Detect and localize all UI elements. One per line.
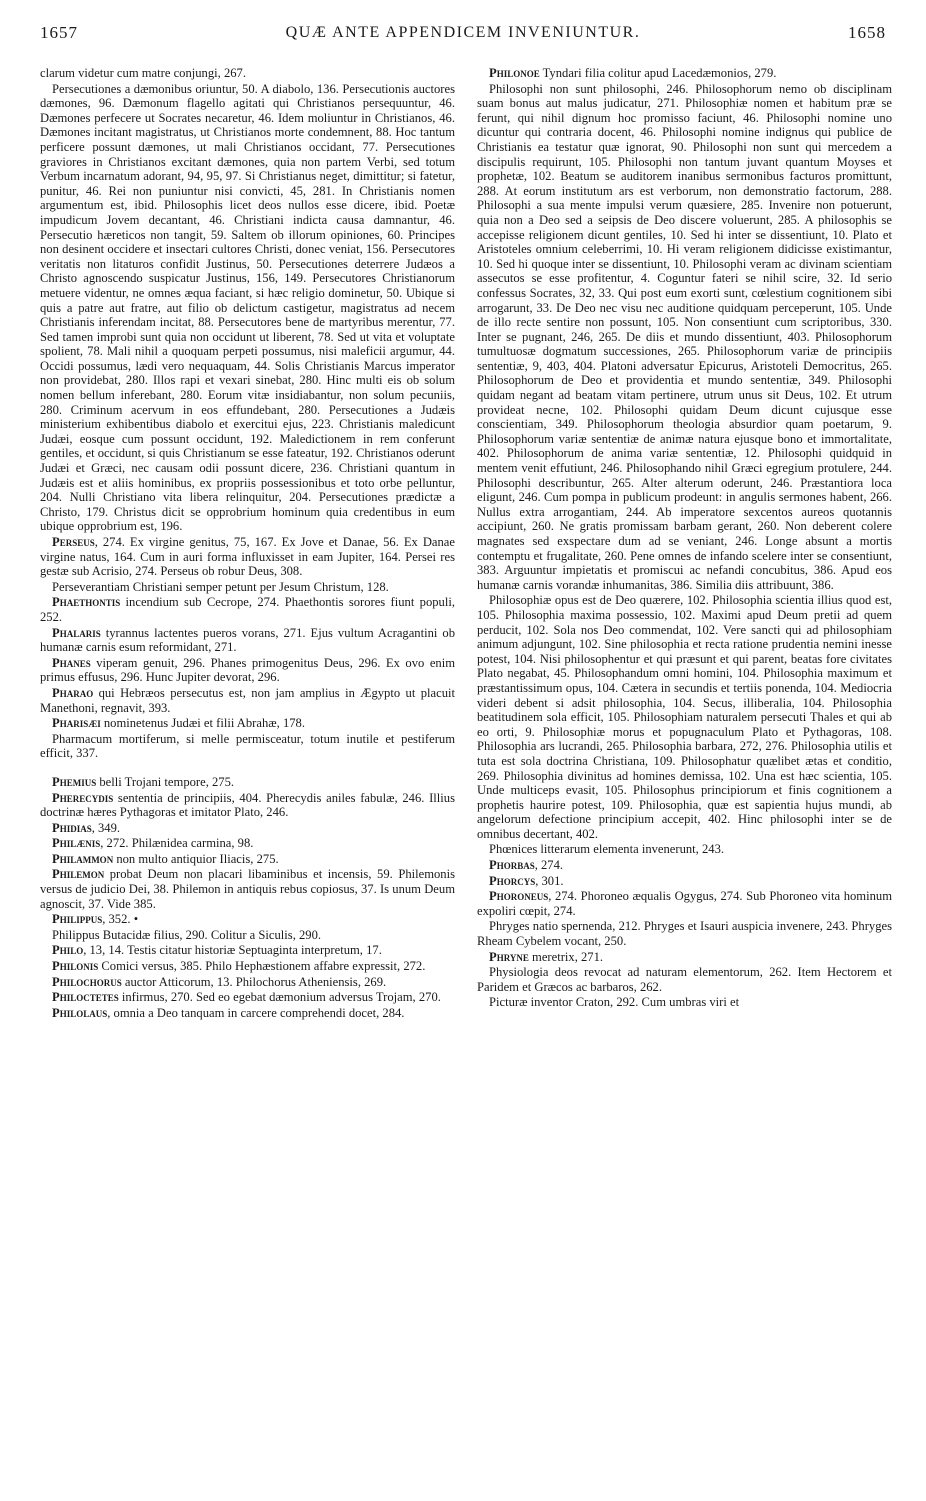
index-entry [40,580,455,595]
running-title: QUÆ ANTE APPENDICEM INVENIUNTUR. [285,24,641,41]
entry-text: probat Deum non placari libaminibus et incensis, 59. Philemonis versus de judicio Dei, 38. Philemon in antiquis rebus copiosus, 37. Is unum Deum agnoscit, 37. Vide 385. [40,867,455,911]
index-entry [40,535,455,579]
index-entry [40,82,455,534]
index-entry [40,836,455,851]
entry-headword: Pherecydis [52,790,114,805]
entry-text: , 274. [534,858,564,873]
index-entry [40,732,455,761]
entry-text: meretrix, 271. [528,949,604,964]
entry-text: infirmus, 270. Sed eo egebat dæmonium adversus Trojam, 270. [118,990,441,1005]
index-entry [477,66,892,81]
entry-headword: Perseus [52,535,95,549]
index-entry [477,874,892,889]
index-columns [40,66,892,1493]
entry-headword: Philochorus [52,974,122,989]
entry-text: Philosophi non sunt philosophi, 246. Philosophorum nemo ob disciplinam suam bonus aut malus judicatur, 271. Philosophiæ nomen et habitum præ se ferunt, qui nihil dignum hoc promisso faciunt, 46. Philosophi nomine uno dicuntur qui contraria docent, 46. Philosophi nomine indignus qui publice de Christianis ea testatur quæ ignorat, 90. Philosophi non sunt qui mercedem a discipulis requirunt, 105. Philosophi non tantum juvant quantum Moyses et prophetæ, 102. Beatum se auditorem inanibus sermonibus facturos promittunt, 288. At eorum institutum ars est verborum, non demonstratio factorum, 288. Philosophi a sua mente impulsi verum quæsiere, 285. Invenire non potuerunt, quia non a Deo sed a seipsis de Deo discere voluerunt, 285. A philosophis se accepisse religionem dicunt gentiles, 10. Sed hi inter se dissentiunt, 10. Plato et Aristoteles omnium celeberrimi, 10. Hi veram religionem didicisse existimantur, 10. Sed hi quoque inter se dissentiunt, 10. Philosophi veram ac divinam scientiam assecutos se esse profitentur, 4. Coguntur fateri se nihil scire, 32. Id serio confessus Socrates, 32, 33. Qui post eum exorti sunt, cœlestium cognitionem sibi arrogarunt, 33. De Deo nec visu nec auditione quidquam perceperunt, 105. Unde de illo recte sentire non possunt, 105. Non consentiunt cum scriptoribus, 330. Inter se pugnant, 246, 265. De diis et mundo dissentiunt, 403. Philosophorum tumultuosæ dogmatum successiones, 265. Philosophorum variæ de principiis sententiæ, 9, 403, 404. Platoni adversatur Epicurus, Aristoteli Democritus, 265. Philosophorum de Deo et providentia et mundo sententiæ, 349. Philosophi quidam negant ad beatam vitam pertinere, utrum unus sit Deus, 102. Et utrum provideat necne, 102. Philosophi quidam Deum dicunt cujusque esse conscientiam, 349. Philosophorum theologia absurdior quam poetarum, 9. Philosophorum variæ sententiæ de animæ natura ejusque bono et immortalitate, 402. Philosophorum de anima variæ sententiæ, 12. Philosophi quidquid in mentem venit effutiunt, 246. Philosophando nihil Græci egregium protulere, 244. Philosophi describuntur, 265. Alter alterum oderunt, 246. Præstantiora loca eligunt, 246. Cum pompa in publicum prodeunt: in angulis sermones habent, 266. Nullus extra arrogantiam, 244. Ab imperatore sexcentos aureos quotannis accipiunt, 260. Ne gratis promissam barbam gerant, 260. Non deberent colere magnates sed exspectare dum ad se veniant, 246. Longe absunt a mortis contemptu et frugalitate, 260. Pene omnes de infando scelere inter se consentiunt, 383. Arguuntur impietatis et promiscui ac nefandi concubitus, 386. Apud eos humanæ carnis vorandæ inhumanitas, 386. Similia diis attribuunt, 386. [477,81,892,592]
entry-headword: Pharao [52,685,94,700]
entry-text: Physiologia deos revocat ad naturam elementorum, 262. Item Hectorem et Paridem et Græcos ac barbaros, 262. [477,965,892,994]
index-entry [40,791,455,820]
entry-text: Philosophiæ opus est de Deo quærere, 102. Philosophia scientia illius quod est, 105. Philosophia maxima possessio, 102. Maximi apud Deum pretii ad quem perducit, 102. Sola nos Deo commendat, 102. Vere sancti qui ad philosophiam animum adjungunt, 102. Sine philosophia et recta ratione prudentia nemini inesse potest, 104. Nisi philosophentur et qui præsunt et qui parent, beatas fore civitates Plato negabat, 45. Philosophandum omni homini, 104. Philosophia maximum et præstantissimum opus, 104. Cætera in secundis et tertiis ponenda, 104. Mediocria videri debent si adsit philosophia, 104. Secus, illiberalia, 104. Philosophia beatitudinem sola efficit, 105. Philosophiam naturalem persecuti Thales et qui ab eo orti, 9. Philosophiæ morus et popugnaculum Plato et Pythagoras, 108. Philosophia ars lucrandi, 265. Philosophia barbara, 272, 276. Philosophia utilis et tuta est sola doctrina Christiana, 109. Philosophatur quælibet ætas et conditio, 269. Philosophia divinitus ad homines demissa, 102. Una est hæc scientia, 105. Unde multiceps evasit, 105. Philosophus principiorum et finis cognitionem a prophetis haurire potest, 109. Philosophia, quæ est sapientia hujus mundi, ab angelorum defectione principium accepit, 402. Hinc philosophi inter se de omnibus decertant, 402. [477,593,892,841]
index-entry [40,852,455,867]
entry-text: belli Trojani tempore, 275. [96,774,235,789]
index-entry [40,66,455,81]
entry-text: , 274. Ex virgine genitus, 75, 167. Ex Jove et Danae, 56. Ex Danae virgine natus, 164. Cum in auri forma influxisset in eam Jupiter, 164. Persei res gestæ sub Acrisio, 274. Perseus ob robur Deus, 308. [40,535,455,579]
index-entry [477,995,892,1010]
index-entry [40,821,455,836]
entry-headword: Phorbas [489,858,535,873]
entry-headword: Phanes [52,655,91,670]
entry-text: sententia de principiis, 404. Pherecydis aniles fabulæ, 246. Illius doctrinæ hæres Pythagoras et imitator Plato, 246. [40,790,455,820]
entry-text: , 274. Phoroneo æqualis Ogygus, 274. Sub Phoroneo vita hominum expoliri cœpit, 274. [477,889,892,918]
index-entry [477,965,892,994]
entry-text: Philippus Butacidæ filius, 290. Colitur a Siculis, 290. [52,927,322,942]
entry-headword: Phryne [489,949,529,964]
entry-headword: Philemon [52,867,105,882]
right-column [477,66,892,1493]
index-entry [40,1006,455,1021]
entry-headword: Philoctetes [52,990,119,1005]
entry-headword: Phalaris [52,625,101,640]
index-entry [40,656,455,685]
entry-text: incendium sub Cecrope, 274. Phaethontis sorores fiunt populi, 252. [40,595,455,624]
entry-headword: Phemius [52,774,97,789]
index-entry [40,912,455,927]
page-header [40,22,886,44]
index-entry [477,889,892,918]
entry-text: Phœnices litterarum elementa invenerunt, 243. [489,842,725,857]
left-column [40,66,455,1493]
entry-headword: Philammon [52,851,114,866]
entry-headword: Philolaus [52,1005,108,1020]
entry-headword: Pharisæi [52,716,101,731]
entry-text: Pharmacum mortiferum, si melle permisceatur, totum inutile et pestiferum efficit, 337. [40,731,455,761]
entry-text: viperam genuit, 296. Phanes primogenitus Deus, 296. Ex ovo enim primus effusus, 296. Hunc Jupiter devorat, 296. [40,655,455,685]
index-entry [40,626,455,655]
entry-headword: Phorcys [489,873,536,888]
index-entry [477,842,892,857]
entry-text: Persecutiones a dæmonibus oriuntur, 50. A diabolo, 136. Persecutionis auctores dæmones, 96. Dæmonum flagello agitati qui Christianos persequuntur, 46. Dæmones perfecere ut Socrates necaretur, 46. Idem moliuntur in Christianos, 46. Dæmones incitant magistratus, ut Christianos morte condemnent, 88. Hoc tantum perficere possunt dæmones, ut mali Christianos occidant, 77. Persecutiones graviores in Christianos excitant dæmones, quia non partem Verbi, sed totum Verbum incarnatum adorant, 94, 95, 97. Si Christianus neget, dimittitur; si fatetur, punitur, 46. Rei non puniuntur nisi convicti, 45, 281. In Christianis nomen argumentum est, ibid. Philosophis licet deos nullos esse dicere, ibid. Poetæ impudicum Jovem decantant, 46. Christiani indicta causa damnantur, 46. Persecutio hæreticos non tangit, 59. Saltem ob illorum opiniones, 60. Principes non desinent occidere et insectari cultores Christi, donec veniat, 156. Persecutores veritatis non litaturos confidit Justinus, 50. Persecutiones deterrere Judæos a Christo agnoscendo suspicatur Justinus, 156, 149. Persecutores Christianorum metuere videntur, ne omnes æqua faciant, si hæc religio dominetur, 50. Ubique si quis a patre aut fratre, aut filio ob delictum castigetur, magistratus ad necem Christianis inferendam incitat, 88. Persecutores bene de martyribus merentur, 77. Sed tamen improbi sunt quia non occidunt ut liberent, 78. Sed ut vita et voluptate spolient, 78. Mali nihil a quoquam perpeti possumus, nisi maleficii argumur, 44. Occidi possumus, lædi vero nequaquam, 44. Solis Christianis Marcus imperator non providebat, 280. Illos rapi et vexari sinebat, 280. Hinc multi eis ob solum nomen bellum inferebant, 280. Eorum vitæ insidiabantur, non solum pecuniis, 280. Criminum acervum in eos effundebant, 280. Persecutiones a Judæis ministerium exhibentibus diabolo et exercitui ejus, 223. Christianis maledicunt Judæi, eosque cum possunt occidunt, 192. Maledictionem in rem conferunt gentiles, et occidunt, si quis Christianum se esse fateatur, 192. Christianos oderunt Judæi et Græci, nec causam odii possunt dicere, 236. Christiani quantum in Judæis est et aliis hominibus, ex propriis possessionibus et toto orbe pelluntur, 204. Nulli Christiano vita libera relinquitur, 204. Persecutiones prædictæ a Christo, 179. Christus dicit se opprobrium hominum quia credentibus in eum ubique opprobrium est, 196. [40,81,455,534]
index-entry [477,919,892,948]
entry-text: Comici versus, 385. Philo Hephæstionem affabre expressit, 272. [98,959,426,974]
entry-headword: Phidias [52,820,92,835]
entry-text: , 352. • [102,912,139,927]
entry-headword: Philonis [52,959,99,974]
entry-text: Phryges natio spernenda, 212. Phryges et Isauri auspicia invenere, 243. Phryges Rheam Cybelem vocant, 250. [477,919,892,949]
left-page-number: 1657 [40,23,78,42]
index-entry [40,716,455,731]
entry-headword: Philo [52,943,84,958]
entry-text: , 301. [535,873,564,888]
entry-text: Tyndari filia colitur apud Lacedæmonios, 279. [539,66,777,80]
index-entry [477,593,892,841]
index-entry [477,82,892,593]
index-entry [477,950,892,965]
entry-headword: Philænis [52,836,101,851]
entry-text: Perseverantiam Christiani semper petunt per Jesum Christum, 128. [52,579,389,594]
entry-text: Picturæ inventor Craton, 292. Cum umbras viri et [489,995,740,1010]
entry-text: , omnia a Deo tanquam in carcere comprehendi docet, 284. [107,1005,405,1020]
index-entry [40,775,455,790]
entry-headword: Phoroneus [489,889,549,904]
entry-text: non multo antiquior Iliacis, 275. [113,851,279,866]
index-entry [40,959,455,974]
entry-text: qui Hebræos persecutus est, non jam amplius in Ægypto ut placuit Manethoni, regnavit, 393. [40,685,455,715]
right-page-number: 1658 [847,23,886,42]
index-entry [40,975,455,990]
entry-text: nominetenus Judæi et filii Abrahæ, 178. [100,716,305,731]
index-entry [40,990,455,1005]
entry-text: , 349. [91,820,121,835]
index-entry [477,858,892,873]
index-entry [40,928,455,943]
index-entry [40,595,455,624]
index-entry [40,943,455,958]
entry-text: auctor Atticorum, 13. Philochorus Atheniensis, 269. [121,974,387,989]
entry-text: clarum videtur cum matre conjungi, 267. [40,66,246,80]
entry-text: , 13, 14. Testis citatur historiæ Septuaginta interpretum, 17. [83,943,382,958]
index-entry [40,867,455,911]
entry-headword: Philippus [52,912,103,927]
index-entry [40,686,455,715]
entry-headword: Philonoe [489,66,540,80]
entry-headword: Phaethontis [52,595,121,610]
entry-text: , 272. Philænidea carmina, 98. [100,836,254,851]
entry-text: tyrannus lactentes pueros vorans, 271. Ejus vultum Acragantini ob humanæ carnis esum reformidant, 271. [40,625,455,655]
